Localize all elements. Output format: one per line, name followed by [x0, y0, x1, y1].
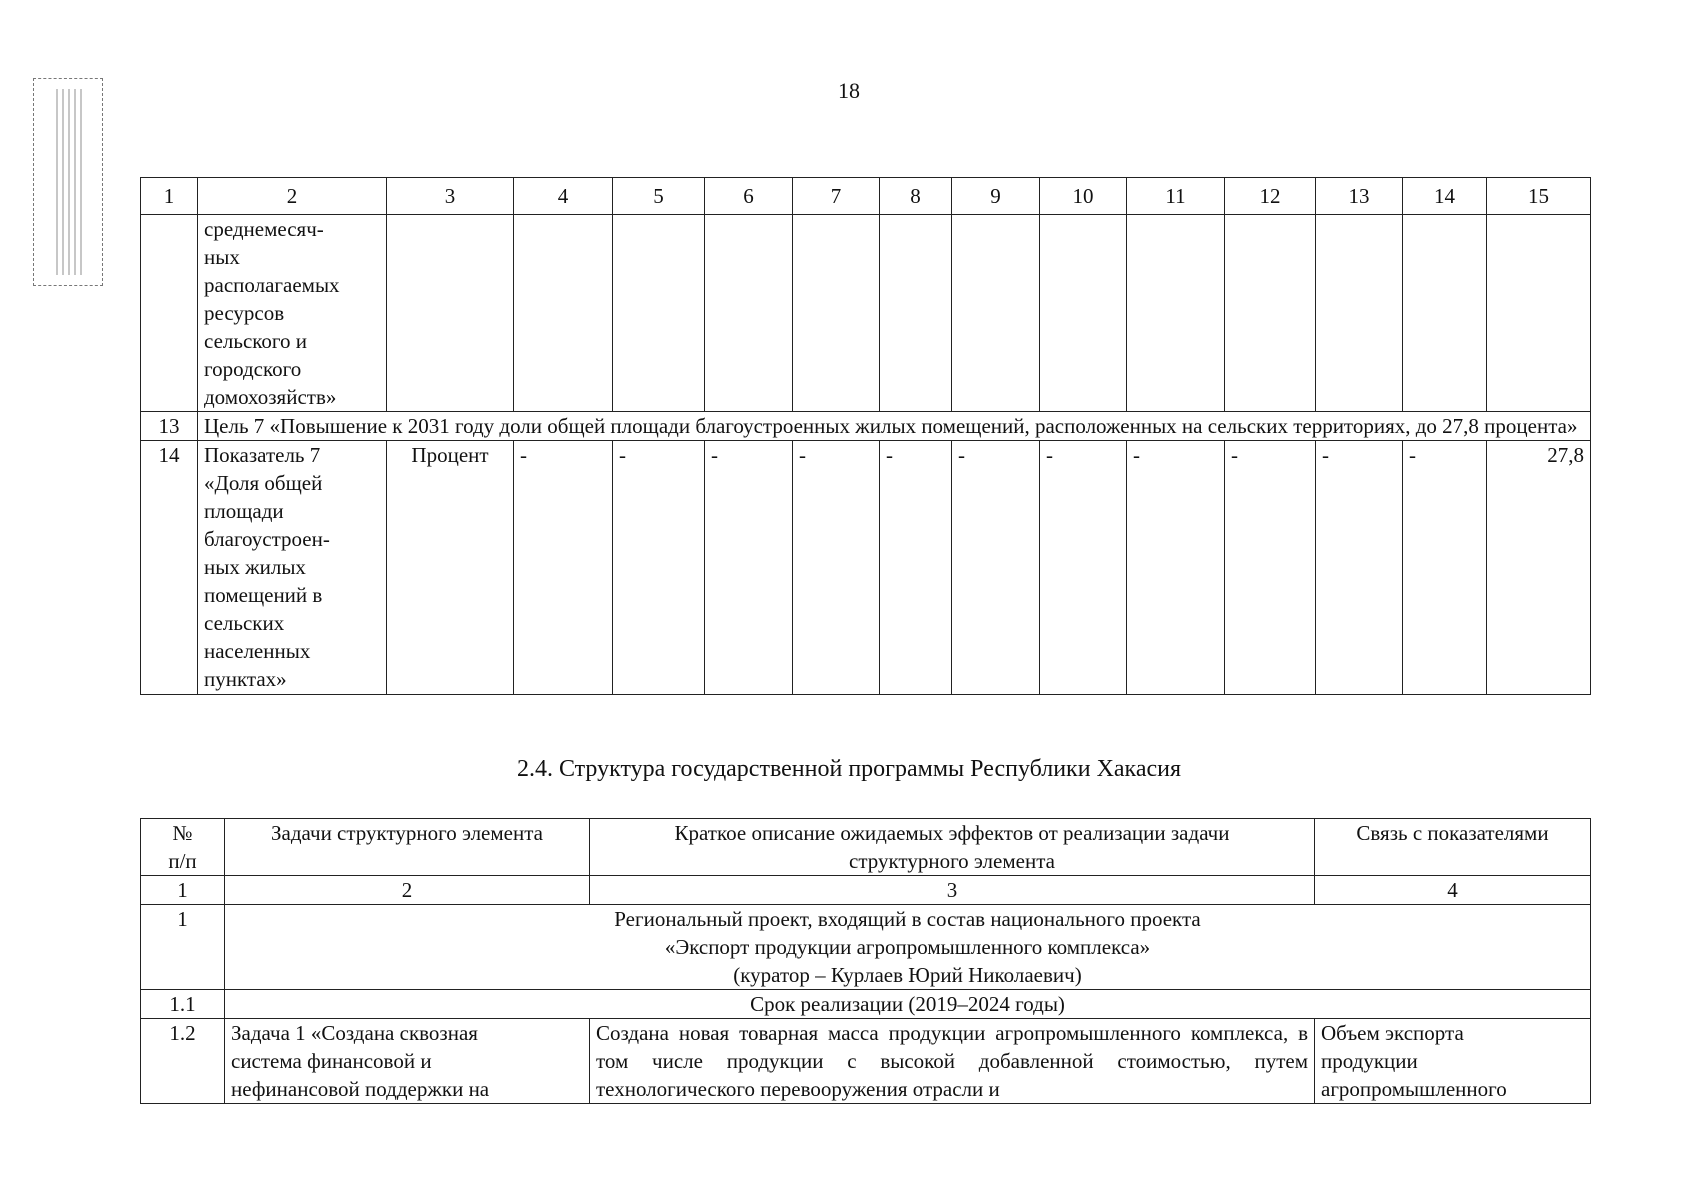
table-cell	[141, 215, 198, 412]
value-cell: -	[1403, 441, 1487, 695]
header-cell-number: № п/п	[141, 819, 225, 876]
table-cell	[387, 215, 514, 412]
value-cell: -	[705, 441, 793, 695]
col-number: 4	[1315, 876, 1591, 905]
table-row	[141, 1019, 1591, 1104]
col-number: 13	[1316, 178, 1403, 215]
header-cell-indicators: Связь с показателями	[1315, 819, 1591, 876]
row-number: 1	[141, 905, 225, 990]
project-title: Региональный проект, входящий в состав национального проекта «Экспорт продукции агропромышленного комплекса» (куратор – Курлаев Юрий Николаевич)	[225, 905, 1591, 990]
value-cell: -	[793, 441, 880, 695]
col-number: 10	[1040, 178, 1127, 215]
col-number: 6	[705, 178, 793, 215]
row-number: 1.2	[141, 1019, 225, 1104]
row-number: 13	[141, 412, 198, 441]
header-cell-effects: Краткое описание ожидаемых эффектов от реализации задачи структурного элемента	[590, 819, 1315, 876]
section-heading: 2.4. Структура государственной программы Республики Хакасия	[516, 756, 1182, 782]
indicator-name-continued: среднемесяч- ных располагаемых ресурсов сельского и городского домохозяйств»	[198, 215, 387, 412]
registration-stamp	[33, 78, 103, 286]
goal-text: Цель 7 «Повышение к 2031 году доли общей площади благоустроенных жилых помещений, расположенных на сельских территориях, до 27,8 процента»	[198, 412, 1591, 441]
col-number: 14	[1403, 178, 1487, 215]
col-number: 1	[141, 178, 198, 215]
value-cell: -	[613, 441, 705, 695]
program-structure-table	[140, 818, 1591, 1104]
col-number: 8	[880, 178, 952, 215]
table-row	[141, 412, 1591, 441]
header-row	[141, 819, 1591, 876]
unit-cell: Процент	[387, 441, 514, 695]
value-cell: -	[1316, 441, 1403, 695]
header-cell-tasks: Задачи структурного элемента	[225, 819, 590, 876]
row-number: 1.1	[141, 990, 225, 1019]
table-cell	[952, 215, 1040, 412]
col-number: 1	[141, 876, 225, 905]
table-row	[141, 990, 1591, 1019]
col-number: 7	[793, 178, 880, 215]
table-row	[141, 441, 1591, 695]
value-cell: -	[1040, 441, 1127, 695]
col-number: 3	[590, 876, 1315, 905]
indicator-link: Объем экспорта продукции агропромышленного	[1315, 1019, 1591, 1104]
column-number-row	[141, 876, 1591, 905]
row-number: 14	[141, 441, 198, 695]
table-cell	[1316, 215, 1403, 412]
col-number: 11	[1127, 178, 1225, 215]
table-cell	[880, 215, 952, 412]
value-cell: 27,8	[1487, 441, 1591, 695]
page-number: 18	[838, 78, 860, 103]
table-cell	[613, 215, 705, 412]
col-number: 2	[225, 876, 590, 905]
value-cell: -	[1127, 441, 1225, 695]
value-cell: -	[514, 441, 613, 695]
table-cell	[705, 215, 793, 412]
indicators-table	[140, 177, 1591, 695]
table-cell	[793, 215, 880, 412]
col-number: 4	[514, 178, 613, 215]
table-row	[141, 215, 1591, 412]
table-cell	[1127, 215, 1225, 412]
task-text: Задача 1 «Создана сквозная система финансовой и нефинансовой поддержки на	[225, 1019, 590, 1104]
value-cell: -	[880, 441, 952, 695]
col-number: 3	[387, 178, 514, 215]
effect-text: Создана новая товарная масса продукции агропромышленного комплекса, в том числе продукции с высокой добавленной стоимостью, путем технологического перевооружения отрасли и	[590, 1019, 1315, 1104]
value-cell: -	[952, 441, 1040, 695]
table-cell	[514, 215, 613, 412]
column-number-row	[141, 178, 1591, 215]
col-number: 15	[1487, 178, 1591, 215]
table-cell	[1487, 215, 1591, 412]
col-number: 2	[198, 178, 387, 215]
value-cell: -	[1225, 441, 1316, 695]
table-cell	[1225, 215, 1316, 412]
col-number: 12	[1225, 178, 1316, 215]
indicator-name: Показатель 7 «Доля общей площади благоустроен- ных жилых помещений в сельских населенных пунктах»	[198, 441, 387, 695]
col-number: 5	[613, 178, 705, 215]
table-row	[141, 905, 1591, 990]
col-number: 9	[952, 178, 1040, 215]
table-cell	[1403, 215, 1487, 412]
table-cell	[1040, 215, 1127, 412]
implementation-period: Срок реализации (2019–2024 годы)	[225, 990, 1591, 1019]
